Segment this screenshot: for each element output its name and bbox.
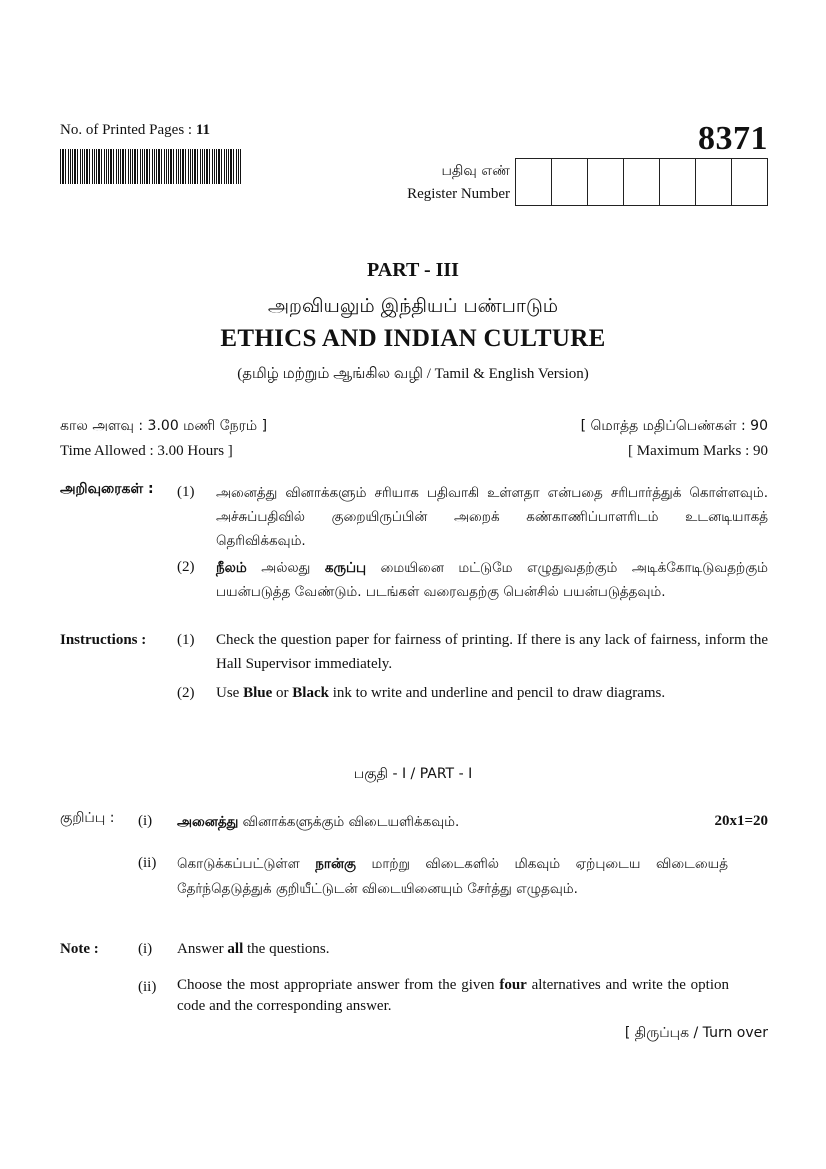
item2-en-a: Use	[216, 685, 244, 701]
instructions-english-item1-text: Check the question paper for fairness of printing. If there is any lack of fairness, inform the Hall Supervisor immediately.	[216, 632, 768, 672]
note-english-ii-a: Choose the most appropriate answer from the given	[177, 977, 500, 993]
register-digit-box[interactable]	[660, 159, 696, 205]
subject-title-english: ETHICS AND INDIAN CULTURE	[220, 325, 606, 352]
register-digit-box[interactable]	[588, 159, 624, 205]
note-tamil-i-num: (i)	[138, 813, 153, 829]
version-line: (தமிழ் மற்றும் ஆங்கில வழி / Tamil & English Version)	[237, 366, 589, 382]
black-ink-word-tamil: கருப்பு	[324, 560, 367, 576]
register-digit-box[interactable]	[516, 159, 552, 205]
time-allowed	[60, 414, 267, 464]
paper-code: 8371	[698, 120, 768, 157]
note-tamil-ii-a: கொடுக்கப்பட்டுள்ள	[177, 856, 316, 872]
note-tamil-ii-text	[177, 852, 728, 902]
time-allowed-tamil: கால அளவு : 3.00 மணி நேரம் ]	[60, 418, 268, 434]
instructions-tamil-item2-num: (2)	[177, 559, 195, 575]
section-heading	[0, 766, 826, 784]
note-tamil-label: குறிப்பு :	[60, 810, 115, 826]
note-tamil-i-rest: வினாக்களுக்கும் விடையளிக்கவும்.	[238, 814, 460, 830]
section-heading-text: பகுதி - I / PART - I	[353, 766, 473, 782]
maximum-marks-tamil: [ மொத்த மதிப்பெண்கள் : 90	[580, 418, 768, 434]
register-label-english: Register Number	[407, 186, 510, 202]
instructions-english-item2-text	[216, 681, 776, 705]
blue-ink-word: Blue	[243, 685, 273, 701]
item2-connector: அல்லது	[246, 560, 325, 576]
subject-title-tamil: அறவியலும் இந்தியப் பண்பாடும்	[267, 295, 559, 317]
printed-pages	[60, 122, 210, 139]
time-allowed-english: Time Allowed : 3.00 Hours ]	[60, 443, 233, 459]
maximum-marks-english: [ Maximum Marks : 90	[628, 443, 768, 459]
note-english-ii-bold: four	[499, 977, 527, 993]
register-digit-box[interactable]	[552, 159, 588, 205]
part-title: PART - III	[367, 259, 459, 281]
instructions-english-item1-num: (1)	[177, 632, 195, 648]
note-english-i-text	[177, 937, 330, 961]
note-english-ii-text	[177, 975, 729, 1017]
register-digit-box[interactable]	[624, 159, 660, 205]
note-english-i-b: the questions.	[243, 941, 330, 957]
instructions-tamil-label: அறிவுரைகள் :	[60, 481, 154, 497]
note-english-ii-b: alternatives and write the option code and the corresponding answer.	[177, 977, 729, 1014]
note-english-ii-num: (ii)	[138, 979, 157, 995]
printed-pages-value: 11	[195, 122, 211, 138]
note-english-i-bold: all	[227, 941, 244, 957]
item2-en-b: or	[272, 685, 293, 701]
note-tamil-i-bold: அனைத்து	[177, 814, 239, 830]
note-english-i-a: Answer	[177, 941, 228, 957]
maximum-marks	[581, 414, 768, 464]
instructions-english-label: Instructions :	[60, 632, 147, 648]
black-ink-word: Black	[292, 685, 329, 701]
instructions-tamil-item1-text: அனைத்து வினாக்களும் சரியாக பதிவாகி உள்ளதா என்பதை சரிபார்த்துக் கொள்ளவும். அச்சுப்பதிவில் குறையிருப்பின் அறைக் கண்காணிப்பாளரிடம் உடனடியாகத் தெரிவிக்கவும்.	[216, 485, 768, 549]
printed-pages-label: No. of Printed Pages :	[60, 122, 193, 138]
note-english-i-num: (i)	[138, 941, 153, 957]
barcode-image	[60, 149, 242, 184]
register-digit-box[interactable]	[696, 159, 732, 205]
register-number-boxes[interactable]	[515, 158, 768, 206]
note-tamil-ii-b: மாற்று விடைகளில் மிகவும் ஏற்புடைய விடையைத் தேர்ந்தெடுத்துக் குறியீட்டுடன் விடையினையும் சேர்த்து எழுதவும்.	[177, 856, 728, 897]
note-tamil-ii-num: (ii)	[138, 855, 157, 871]
instructions-tamil-item1-num: (1)	[177, 484, 195, 500]
turn-over-note	[625, 1021, 768, 1045]
blue-ink-word-tamil: நீலம்	[216, 560, 247, 576]
item2-en-c: ink to write and underline and pencil to draw diagrams.	[328, 685, 666, 701]
note-english-label: Note :	[60, 941, 99, 957]
item2-rest: மையினை மட்டுமே எழுதுவதற்கும் அடிக்கோடிடுவதற்கும் பயன்படுத்த வேண்டும். படங்கள் வரைவதற்கு பென்சில் பயன்படுத்தவும்.	[216, 560, 768, 600]
note-tamil-i-text	[177, 810, 459, 834]
register-labels	[407, 160, 510, 206]
turn-over-text: [ திருப்புக / Turn over	[624, 1025, 768, 1041]
register-label-tamil: பதிவு எண்	[441, 163, 510, 179]
instructions-tamil-item2-text	[216, 556, 768, 604]
marks-scheme: 20x1=20	[714, 813, 768, 829]
note-tamil-ii-bold: நான்கு	[315, 856, 356, 872]
register-digit-box[interactable]	[732, 159, 767, 205]
instructions-english-item2-num: (2)	[177, 685, 195, 701]
